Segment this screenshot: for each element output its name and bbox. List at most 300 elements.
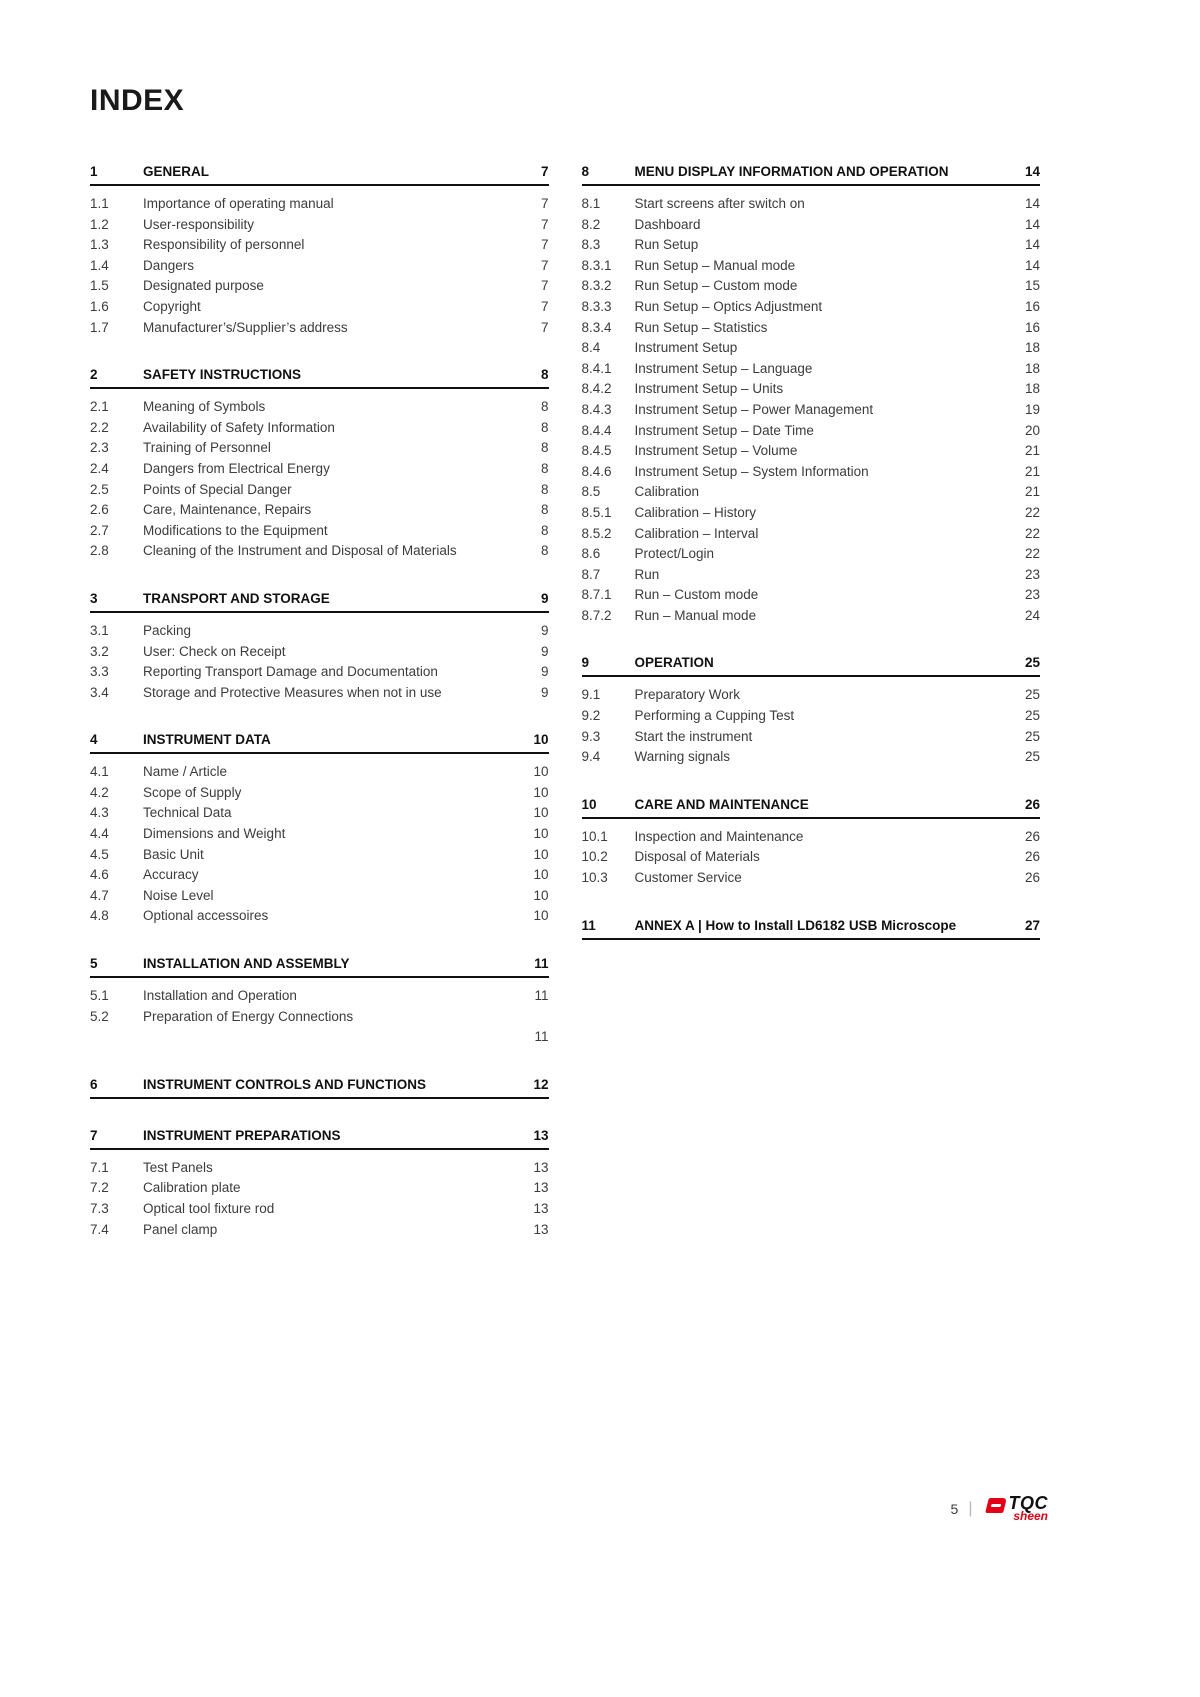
toc-column-right (582, 164, 1041, 1269)
toc-item-number: 3.4 (90, 684, 109, 700)
toc-item-number: 8.5.2 (581, 525, 612, 541)
toc-section-number: 1 (90, 164, 98, 179)
toc-item-number: 1.4 (90, 257, 109, 273)
toc-item-title: Dangers from Electrical Energy (143, 460, 330, 476)
toc-item-title: Run – Manual mode (634, 607, 757, 623)
toc-section-title: TRANSPORT AND STORAGE (143, 590, 330, 606)
toc-item-title: Basic Unit (143, 846, 204, 862)
toc-item-page: 8 (540, 502, 549, 518)
toc-item-number: 9.1 (581, 687, 601, 703)
toc-item-page: 26 (1024, 870, 1040, 886)
toc-item-title: Instrument Setup – Volume (634, 443, 798, 459)
toc-item (582, 503, 1041, 524)
toc-item-title: Meaning of Symbols (143, 399, 266, 415)
toc-section-page: 27 (1024, 917, 1040, 933)
toc-item-title: Instrument Setup – Power Management (634, 401, 874, 417)
toc-item-title: Modifications to the Equipment (143, 522, 328, 538)
toc-item-page: 10 (533, 764, 549, 780)
toc-item (582, 441, 1041, 462)
toc-item-number: 4.1 (90, 764, 109, 780)
toc-item (90, 886, 549, 907)
toc-section-page: 7 (540, 164, 549, 179)
toc-item-number: 8.3 (581, 237, 601, 253)
toc-item-number: 8.4.1 (581, 360, 612, 376)
toc-item-number: 9.4 (581, 749, 601, 765)
toc-item-page: 18 (1024, 381, 1040, 397)
toc-item-title: Panel clamp (143, 1221, 218, 1237)
page-title: INDEX (90, 84, 185, 117)
toc-section-title: INSTRUMENT PREPARATIONS (143, 1127, 341, 1143)
tqc-sheen-logo (983, 1493, 1049, 1523)
toc-item-page: 26 (1024, 828, 1040, 844)
toc-item-page: 20 (1024, 422, 1040, 438)
toc-item-number: 7.2 (90, 1180, 109, 1196)
toc-item-number: 10.2 (581, 849, 608, 865)
toc-item-page: 26 (1024, 849, 1040, 865)
toc-item (582, 827, 1041, 848)
toc-section-number: 11 (581, 917, 596, 933)
toc-item-page: 9 (540, 643, 549, 659)
toc-item-number: 1.7 (90, 319, 109, 335)
toc-item (90, 1007, 549, 1028)
toc-section-page: 11 (534, 956, 549, 972)
toc-item-title: Run Setup – Manual mode (634, 257, 796, 273)
toc-item-title: Noise Level (143, 887, 214, 903)
toc-item-page: 21 (1024, 443, 1040, 459)
toc-item (90, 318, 549, 339)
toc-item-number: 8.2 (581, 216, 601, 232)
toc-item (582, 565, 1041, 586)
toc-item-number: 8.4.6 (581, 463, 612, 479)
toc-section (582, 164, 1041, 626)
toc-item-title: Calibration – Interval (634, 525, 759, 541)
toc-section-page: 25 (1024, 655, 1040, 671)
toc-item-title: Availability of Safety Information (143, 419, 335, 435)
toc-item-number: 8.4.2 (581, 381, 612, 397)
toc-item-title: Reporting Transport Damage and Documentation (143, 664, 438, 680)
toc-item-page: 18 (1024, 340, 1040, 356)
toc-item-number: 1.1 (90, 196, 109, 211)
toc-item-title: Run Setup – Statistics (634, 319, 768, 335)
toc-section-header (90, 1077, 549, 1099)
toc-item (582, 524, 1041, 545)
toc-item (90, 256, 549, 277)
toc-item-page: 23 (1024, 566, 1040, 582)
toc-section (90, 164, 549, 338)
toc-item-number: 8.3.4 (581, 319, 612, 335)
toc-item (582, 685, 1041, 706)
toc-item (90, 276, 549, 297)
toc-item-title: Run Setup – Custom mode (634, 278, 798, 294)
toc-item-title: Manufacturer’s/Supplier’s address (143, 319, 348, 335)
toc-item (90, 521, 549, 542)
toc-item-number: 1.6 (90, 298, 109, 314)
toc-item (90, 621, 549, 642)
toc-item (582, 847, 1041, 868)
toc-item-page: 10 (533, 784, 549, 800)
toc-item-title: Inspection and Maintenance (634, 828, 804, 844)
toc-item-number: 4.7 (90, 887, 109, 903)
toc-item-page: 23 (1024, 587, 1040, 603)
toc-item-title: Instrument Setup – System Information (634, 463, 869, 479)
toc-item-title: Dangers (143, 257, 195, 273)
toc-item-number: 8.7 (581, 566, 601, 582)
toc-section (582, 918, 1041, 940)
toc-item-number: 1.2 (90, 216, 109, 232)
toc-section-page: 10 (533, 732, 549, 748)
toc-item-title: Test Panels (143, 1159, 213, 1175)
toc-item (582, 215, 1041, 236)
toc-item-page: 11 (534, 1029, 549, 1045)
toc-item-title: Instrument Setup – Units (634, 381, 784, 397)
toc-item-number: 1.3 (90, 237, 109, 253)
toc-item-number: 2.8 (90, 543, 109, 559)
toc-item-title: Customer Service (634, 870, 742, 886)
toc-item (90, 459, 549, 480)
toc-item-number: 5.1 (90, 988, 109, 1004)
footer-page-number: 5 (950, 1501, 959, 1517)
toc-item (90, 1199, 549, 1220)
toc-section-title: CARE AND MAINTENANCE (634, 796, 809, 812)
toc-item-page: 25 (1024, 687, 1040, 703)
toc-item-number: 8.5 (581, 484, 601, 500)
toc-item (582, 318, 1041, 339)
tqc-logo-secondary-text: sheen (1013, 1509, 1048, 1523)
toc-item-page: 13 (533, 1159, 549, 1175)
toc-item (582, 256, 1041, 277)
toc-item-number: 3.2 (90, 643, 109, 659)
toc-item-title: Cleaning of the Instrument and Disposal of Materials (143, 543, 457, 559)
toc-section-header (90, 164, 549, 186)
toc-item (582, 706, 1041, 727)
toc-item-number: 2.7 (90, 522, 109, 538)
toc-item (90, 397, 549, 418)
toc-section-title: ANNEX A | How to Install LD6182 USB Microscope (634, 917, 957, 933)
toc-section-number: 8 (581, 164, 590, 179)
toc-item (90, 1158, 549, 1179)
toc-item-title: Copyright (143, 298, 201, 314)
toc-section (90, 591, 549, 703)
toc-section-number: 3 (90, 590, 98, 606)
toc-item-page: 8 (540, 481, 549, 497)
toc-item-number: 1.5 (90, 278, 109, 294)
toc-item (582, 747, 1041, 768)
toc-section-header (582, 797, 1041, 819)
toc-item (90, 642, 549, 663)
toc-item-number: 8.4 (581, 340, 601, 356)
toc-item-page: 13 (533, 1221, 549, 1237)
toc-item-title: Calibration – History (634, 504, 757, 520)
toc-item-page: 18 (1024, 360, 1040, 376)
toc-item (90, 480, 549, 501)
toc-item-title: Importance of operating manual (143, 196, 334, 211)
toc-item-page: 21 (1024, 484, 1040, 500)
toc-item-title: Run Setup (634, 237, 699, 253)
toc-item (582, 727, 1041, 748)
toc-item-title: Technical Data (143, 805, 232, 821)
toc-item (90, 762, 549, 783)
tqc-logo-icon (985, 1498, 1007, 1513)
toc-item-page: 7 (540, 257, 549, 273)
toc-item-number: 8.5.1 (581, 504, 612, 520)
toc-item (90, 986, 549, 1007)
toc-item-number: 10.3 (581, 870, 608, 886)
toc-item-number: 10.1 (581, 828, 608, 844)
toc-section-header (582, 164, 1041, 186)
toc-section-number: 10 (581, 796, 597, 812)
toc-section-page: 26 (1024, 796, 1040, 812)
toc-item-page: 14 (1024, 216, 1040, 232)
toc-item-page: 15 (1024, 278, 1040, 294)
toc-item-page: 16 (1024, 298, 1040, 314)
toc-section-header (90, 956, 549, 978)
toc-item (90, 824, 549, 845)
toc-item-title: Dimensions and Weight (143, 826, 286, 842)
toc-item-number: 7.4 (90, 1221, 109, 1237)
toc-item-page: 10 (533, 867, 549, 883)
toc-item-title: Storage and Protective Measures when not in use (143, 684, 442, 700)
toc-item-number: 8.4.5 (581, 443, 612, 459)
toc-section-number: 2 (90, 367, 98, 383)
toc-item (582, 868, 1041, 889)
toc-item (582, 462, 1041, 483)
toc-section-header (582, 655, 1041, 677)
toc-item (90, 1027, 549, 1048)
toc-item (90, 865, 549, 886)
toc-item-number: 2.1 (90, 399, 109, 415)
toc-section-title: SAFETY INSTRUCTIONS (143, 367, 302, 383)
toc-item (90, 194, 549, 215)
toc-item-title: Designated purpose (143, 278, 264, 294)
toc-item-page: 16 (1024, 319, 1040, 335)
toc-item-page: 7 (540, 319, 549, 335)
toc-columns (90, 164, 1040, 1269)
toc-item-number: 4.8 (90, 908, 109, 924)
toc-item-title: Protect/Login (634, 546, 715, 562)
toc-section (90, 956, 549, 1048)
toc-item-page: 14 (1024, 237, 1040, 253)
toc-item (582, 235, 1041, 256)
toc-section-page: 13 (533, 1127, 549, 1143)
toc-item (582, 421, 1041, 442)
toc-item-page: 13 (533, 1180, 549, 1196)
toc-item (90, 235, 549, 256)
toc-section-number: 6 (90, 1076, 98, 1092)
toc-item (582, 379, 1041, 400)
toc-item-title: Run – Custom mode (634, 587, 759, 603)
toc-item-title: Start the instrument (634, 728, 753, 744)
toc-item (582, 606, 1041, 627)
toc-item-page: 25 (1024, 728, 1040, 744)
toc-item-page: 25 (1024, 749, 1040, 765)
toc-item-title: Packing (143, 622, 192, 638)
toc-item-title: Performing a Cupping Test (634, 708, 795, 724)
toc-section-title: INSTALLATION AND ASSEMBLY (143, 956, 350, 972)
toc-item-number: 3.1 (90, 622, 109, 638)
toc-item-title: User: Check on Receipt (143, 643, 286, 659)
toc-item-number: 7.3 (90, 1201, 109, 1216)
toc-item-number: 8.6 (581, 546, 601, 562)
toc-item-title: Calibration plate (143, 1180, 241, 1196)
toc-section-title: OPERATION (634, 655, 714, 671)
toc-item-page: 10 (533, 805, 549, 821)
toc-item-title: Scope of Supply (143, 784, 242, 800)
toc-item-title: Optical tool fixture rod (143, 1201, 275, 1216)
toc-item (90, 845, 549, 866)
toc-item (90, 783, 549, 804)
toc-item-number: 7.1 (90, 1159, 109, 1175)
toc-item (90, 906, 549, 927)
toc-section-number: 5 (90, 956, 98, 972)
toc-item-number: 4.3 (90, 805, 109, 821)
toc-item-page: 10 (533, 887, 549, 903)
toc-item (90, 541, 549, 562)
toc-section (90, 1128, 549, 1240)
tqc-logo-text (1008, 1493, 1049, 1523)
toc-item (582, 338, 1041, 359)
toc-section (90, 367, 549, 562)
toc-item-number: 4.5 (90, 846, 109, 862)
toc-item (582, 585, 1041, 606)
toc-item-page: 8 (540, 522, 549, 538)
toc-item (90, 803, 549, 824)
toc-item-number: 9.3 (581, 728, 601, 744)
toc-item-number: 2.2 (90, 419, 109, 435)
toc-item-page: 9 (540, 664, 549, 680)
toc-item (90, 418, 549, 439)
toc-item (90, 1220, 549, 1241)
toc-item-page: 8 (540, 543, 549, 559)
toc-item (90, 297, 549, 318)
toc-item (582, 276, 1041, 297)
toc-item-page: 13 (533, 1201, 549, 1216)
toc-item-page: 8 (540, 419, 549, 435)
toc-item (582, 194, 1041, 215)
toc-item-title: Training of Personnel (143, 440, 271, 456)
toc-item-title: Instrument Setup (634, 340, 738, 356)
toc-section-title: MENU DISPLAY INFORMATION AND OPERATION (634, 164, 949, 179)
toc-item-title: Instrument Setup – Date Time (634, 422, 814, 438)
toc-section-header (582, 918, 1041, 940)
toc-item-number: 8.1 (581, 196, 601, 211)
toc-item-title: Preparatory Work (634, 687, 741, 703)
toc-item (582, 297, 1041, 318)
toc-item-number: 8.7.2 (581, 607, 612, 623)
toc-item-page: 22 (1024, 525, 1040, 541)
toc-item-title: Calibration (634, 484, 700, 500)
toc-section-page: 14 (1024, 164, 1040, 179)
toc-item-title: Care, Maintenance, Repairs (143, 502, 312, 518)
toc-item-title: Instrument Setup – Language (634, 360, 813, 376)
toc-item-page: 10 (533, 908, 549, 924)
toc-section-page: 12 (533, 1076, 549, 1092)
toc-section-number: 9 (581, 655, 590, 671)
toc-item-number: 8.4.3 (581, 401, 612, 417)
toc-item-page: 8 (540, 440, 549, 456)
toc-item-number: 8.7.1 (581, 587, 612, 603)
toc-item-title: Optional accessoires (143, 908, 269, 924)
toc-item-page: 7 (540, 278, 549, 294)
toc-item-page: 19 (1024, 401, 1040, 417)
toc-item-number: 9.2 (581, 708, 601, 724)
toc-item (582, 400, 1041, 421)
toc-item-number: 4.4 (90, 826, 109, 842)
toc-item-page: 7 (540, 216, 549, 232)
toc-section-header (90, 732, 549, 754)
toc-item (582, 482, 1041, 503)
toc-item (90, 438, 549, 459)
toc-item-title: Warning signals (634, 749, 731, 765)
toc-column-left (90, 164, 549, 1269)
toc-item-title: Name / Article (143, 764, 228, 780)
toc-section (90, 1077, 549, 1099)
toc-item-page: 22 (1024, 546, 1040, 562)
toc-item-title: Run Setup – Optics Adjustment (634, 298, 823, 314)
toc-section-number: 7 (90, 1127, 98, 1143)
toc-item-page: 7 (540, 298, 549, 314)
toc-item-title: User-responsibility (143, 216, 255, 232)
toc-section-title: INSTRUMENT DATA (143, 732, 271, 748)
toc-item-number: 2.4 (90, 460, 109, 476)
toc-item-page: 8 (540, 460, 549, 476)
toc-item-number: 4.6 (90, 867, 109, 883)
toc-item-page: 22 (1024, 504, 1040, 520)
toc-item-title: Points of Special Danger (143, 481, 292, 497)
toc-item-page: 14 (1024, 196, 1040, 211)
toc-item (582, 544, 1041, 565)
toc-item (90, 1178, 549, 1199)
toc-item-page: 10 (533, 846, 549, 862)
toc-item-title: Preparation of Energy Connections (143, 1008, 354, 1024)
toc-item-page: 14 (1024, 257, 1040, 273)
toc-item-title: Installation and Operation (143, 988, 297, 1004)
toc-section-page: 8 (540, 367, 549, 383)
toc-item-number: 3.3 (90, 664, 109, 680)
toc-section (582, 797, 1041, 889)
toc-section-header (90, 367, 549, 389)
toc-item-number: 2.3 (90, 440, 109, 456)
toc-item-page: 10 (533, 826, 549, 842)
footer-separator: | (968, 1500, 973, 1517)
toc-item-title: Start screens after switch on (634, 196, 805, 211)
page-footer (950, 1493, 1048, 1523)
toc-item-number: 2.6 (90, 502, 109, 518)
tqc-logo-primary-text: TQC (1008, 1493, 1048, 1513)
toc-item (90, 662, 549, 683)
toc-section-number: 4 (90, 732, 98, 748)
toc-item (90, 215, 549, 236)
toc-item-number: 8.4.4 (581, 422, 612, 438)
toc-section (90, 732, 549, 927)
toc-item-page: 8 (540, 399, 549, 415)
toc-item-title: Accuracy (143, 867, 199, 883)
toc-item-page: 7 (540, 237, 549, 253)
toc-item-number: 8.3.1 (581, 257, 612, 273)
toc-item-number: 4.2 (90, 784, 109, 800)
toc-item (582, 359, 1041, 380)
toc-item-page: 21 (1024, 463, 1040, 479)
toc-item (90, 683, 549, 704)
toc-section-header (90, 1128, 549, 1150)
toc-item-number: 2.5 (90, 481, 109, 497)
toc-section-header (90, 591, 549, 613)
toc-item-page: 25 (1024, 708, 1040, 724)
toc-item-title: Responsibility of personnel (143, 237, 305, 253)
toc-item-page: 7 (540, 196, 549, 211)
toc-item (90, 500, 549, 521)
toc-item-number: 8.3.2 (581, 278, 612, 294)
toc-item-title: Run (634, 566, 660, 582)
